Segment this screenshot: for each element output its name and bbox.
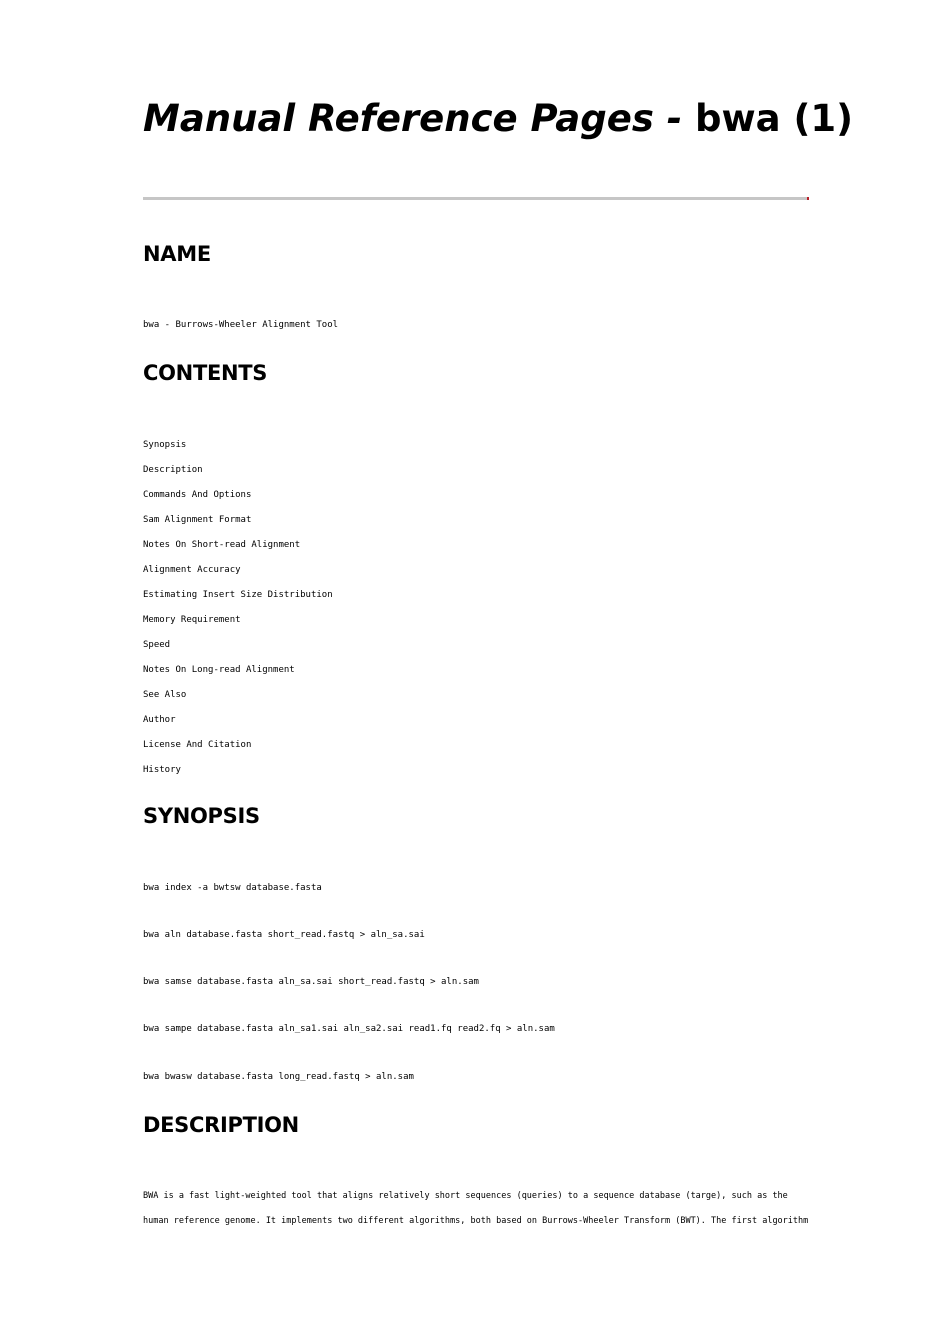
toc-link-description[interactable]: Description [143,465,203,475]
name-text: bwa - Burrows-Wheeler Alignment Tool [143,320,339,330]
toc-link-notes-short-read[interactable]: Notes On Short-read Alignment [143,540,301,550]
toc-link-alignment-accuracy[interactable]: Alignment Accuracy [143,565,241,575]
page-title-separator: - [653,97,695,140]
toc-link-sam-alignment-format[interactable]: Sam Alignment Format [143,515,252,525]
toc-link-history[interactable]: History [143,765,181,775]
toc-link-synopsis[interactable]: Synopsis [143,440,187,450]
toc-link-notes-long-read[interactable]: Notes On Long-read Alignment [143,665,295,675]
section-heading-description: DESCRIPTION [143,1113,299,1137]
toc-link-see-also[interactable]: See Also [143,690,187,700]
synopsis-command: bwa samse database.fasta aln_sa.sai short_read.fastq > aln.sam [143,977,479,987]
page-title-italic: Manual Reference Pages [143,97,654,140]
synopsis-command: bwa index -a bwtsw database.fasta [143,883,322,893]
section-heading-name: NAME [143,242,211,266]
synopsis-command: bwa bwasw database.fasta long_read.fastq > aln.sam [143,1072,414,1082]
page-title [143,95,854,143]
page-title-command: bwa (1) [694,97,854,140]
synopsis-command: bwa sampe database.fasta aln_sa1.sai aln_sa2.sai read1.fq read2.fq > aln.sam [143,1024,555,1034]
title-divider [143,197,809,200]
toc-link-author[interactable]: Author [143,715,176,725]
toc-link-speed[interactable]: Speed [143,640,171,650]
description-line: BWA is a fast light-weighted tool that aligns relatively short sequences (queries) to a sequence database (targe), such as the [143,1191,788,1201]
toc-link-insert-size[interactable]: Estimating Insert Size Distribution [143,590,333,600]
toc-link-memory-requirement[interactable]: Memory Requirement [143,615,241,625]
section-heading-contents: CONTENTS [143,361,268,385]
toc-link-commands-and-options[interactable]: Commands And Options [143,490,252,500]
description-line: human reference genome. It implements two different algorithms, both based on Burrows-Wheeler Transform (BWT). The first algorithm [143,1216,808,1226]
section-heading-synopsis: SYNOPSIS [143,804,260,828]
synopsis-command: bwa aln database.fasta short_read.fastq > aln_sa.sai [143,930,425,940]
toc-link-license[interactable]: License And Citation [143,740,252,750]
contents-list [143,439,333,789]
